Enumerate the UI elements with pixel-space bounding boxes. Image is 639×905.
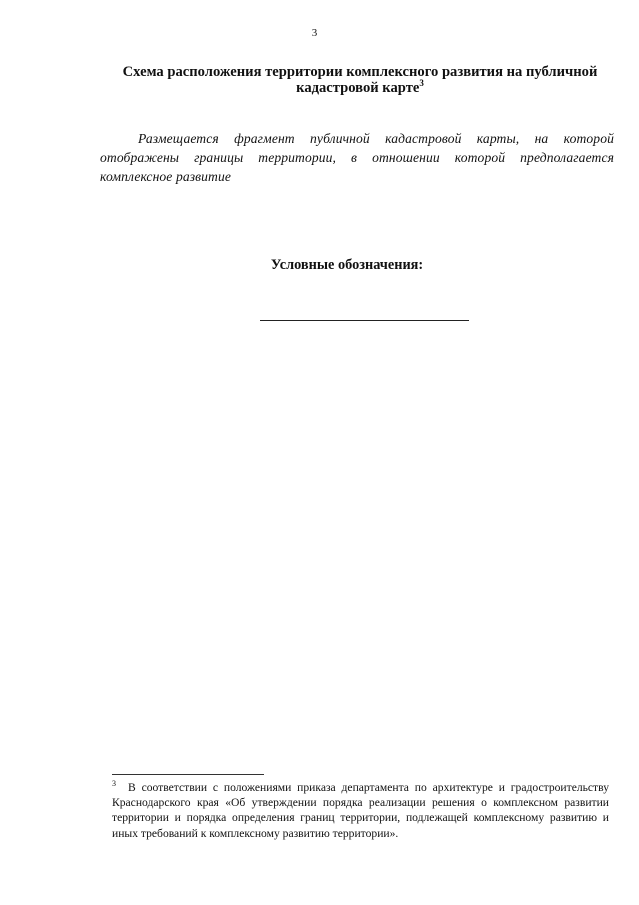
footnote [112,780,609,841]
footnote-text: В соответствии с положениями приказа департамента по архитектуре и градостроительству Краснодарского края «Об утверждении порядка реализации решения о комплексном развитии территории и порядка определения границ территории, подлежащей комплексному развитию и иных требований к комплексному развитию территории». [112,781,609,840]
page-number: 3 [311,27,318,39]
footnote-mark: 3 [112,779,116,789]
footnote-separator [112,774,264,775]
legend-heading: Условные обозначения: [270,257,424,273]
legend-underline [260,320,469,321]
document-title-text: Схема расположения территории комплексного развития на публичной кадастровой карте [122,64,598,96]
body-paragraph: Размещается фрагмент публичной кадастровой карты, на которой отображены границы территории, в отношении которой предполагается комплексное развитие [100,131,614,184]
title-footnote-ref: 3 [419,78,424,89]
document-title [100,64,620,96]
